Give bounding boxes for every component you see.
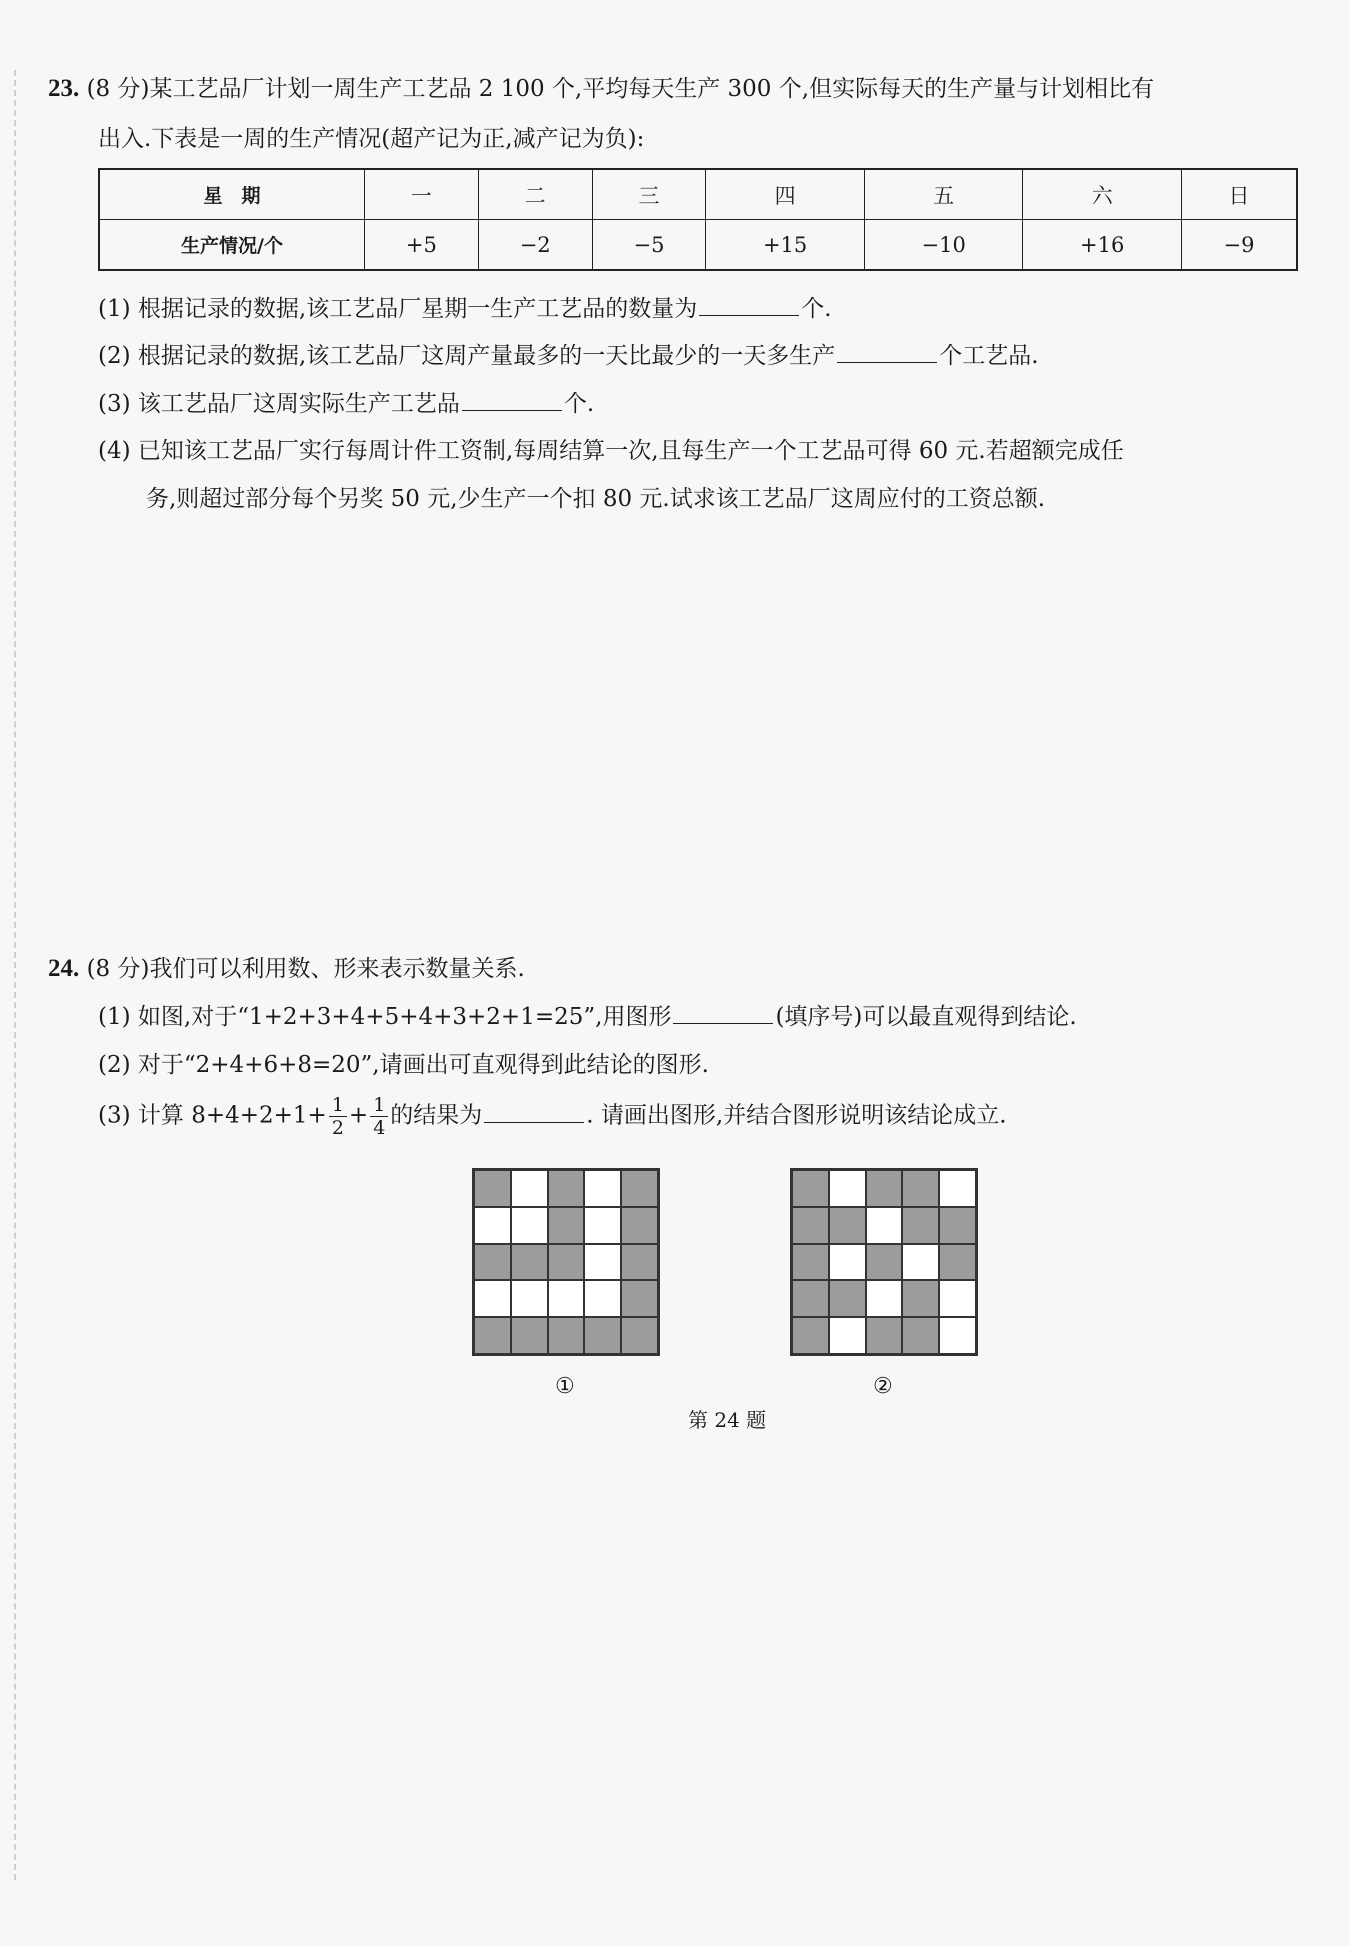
figure-caption: 第 24 题: [688, 1408, 767, 1432]
shaded-grid-cell: [939, 1244, 976, 1281]
blank-grid-cell: [584, 1244, 621, 1281]
blank-grid-cell: [474, 1207, 511, 1244]
shaded-grid-cell: [548, 1317, 585, 1354]
shaded-grid-cell: [939, 1207, 976, 1244]
q24-part3-expression: (3) 计算 8+4+2+1+: [98, 1102, 327, 1129]
table-cell-value: +16: [1023, 220, 1182, 271]
table-header-weekday: 星 期: [99, 169, 365, 220]
shaded-grid-cell: [621, 1244, 658, 1281]
q23-part3-answer-blank[interactable]: [462, 388, 562, 411]
shaded-grid-cell: [902, 1317, 939, 1354]
q24-intro-text: (8 分)我们可以利用数、形来表示数量关系.: [86, 956, 525, 982]
blank-grid-cell: [584, 1170, 621, 1207]
blank-grid-cell: [511, 1280, 548, 1317]
table-cell-day: 日: [1181, 169, 1297, 220]
shaded-grid-cell: [474, 1170, 511, 1207]
q24-part3: [98, 1094, 1007, 1139]
q23-part1-answer-blank[interactable]: [699, 293, 799, 316]
blank-grid-cell: [511, 1170, 548, 1207]
q23-part4-line1: (4) 已知该工艺品厂实行每周计件工资制,每周结算一次,且每生产一个工艺品可得 60 元.若超额完成任: [98, 438, 1124, 464]
blank-grid-cell: [584, 1207, 621, 1244]
shaded-grid-cell: [829, 1207, 866, 1244]
q24-part1: [98, 998, 1077, 1031]
table-cell-value: −2: [478, 220, 592, 271]
table-cell-value: +15: [706, 220, 865, 271]
q24-part3-text: 的结果为: [390, 1102, 483, 1129]
fraction-one-quarter: [370, 1094, 388, 1139]
plus-sign: +: [348, 1102, 369, 1129]
table-cell-day: 六: [1023, 169, 1182, 220]
blank-grid-cell: [902, 1244, 939, 1281]
shaded-grid-cell: [792, 1280, 829, 1317]
figure-1-grid: [472, 1168, 660, 1356]
fraction-denominator: 2: [331, 1117, 344, 1139]
q23-part1: [98, 290, 832, 323]
q23-intro-text: (8 分)某工艺品厂计划一周生产工艺品 2 100 个,平均每天生产 300 个,但实际每天的生产量与计划相比有: [86, 76, 1155, 102]
shaded-grid-cell: [548, 1207, 585, 1244]
shaded-grid-cell: [584, 1317, 621, 1354]
q23-part3: [98, 385, 594, 418]
fraction-denominator: 4: [373, 1117, 386, 1139]
shaded-grid-cell: [474, 1317, 511, 1354]
table-cell-value: +5: [365, 220, 479, 271]
shaded-grid-cell: [829, 1280, 866, 1317]
shaded-grid-cell: [866, 1317, 903, 1354]
table-cell-value: −10: [864, 220, 1023, 271]
shaded-grid-cell: [621, 1207, 658, 1244]
shaded-grid-cell: [474, 1244, 511, 1281]
shaded-grid-cell: [621, 1170, 658, 1207]
table-cell-day: 五: [864, 169, 1023, 220]
binding-margin-line: [14, 70, 16, 1880]
blank-grid-cell: [829, 1244, 866, 1281]
blank-grid-cell: [939, 1280, 976, 1317]
q24-part3-answer-blank[interactable]: [484, 1100, 584, 1123]
q23-intro-line1: [48, 70, 1154, 103]
q24-part3-instruction: . 请画出图形,并结合图形说明该结论成立.: [586, 1102, 1007, 1129]
figure-2-grid: [790, 1168, 978, 1356]
fraction-numerator: 1: [329, 1094, 347, 1117]
shaded-grid-cell: [792, 1244, 829, 1281]
q24-number: 24.: [48, 955, 80, 982]
q23-part3-text: (3) 该工艺品厂这周实际生产工艺品: [98, 391, 460, 417]
table-header-production: 生产情况/个: [99, 220, 365, 271]
shaded-grid-cell: [902, 1280, 939, 1317]
shaded-grid-cell: [621, 1280, 658, 1317]
table-cell-value: −9: [1181, 220, 1297, 271]
q23-part4-line2: 务,则超过部分每个另奖 50 元,少生产一个扣 80 元.试求该工艺品厂这周应付的工资总额.: [146, 486, 1046, 512]
q23-part2-unit: 个工艺品.: [939, 343, 1039, 369]
q23-number: 23.: [48, 75, 80, 102]
shaded-grid-cell: [866, 1170, 903, 1207]
shaded-grid-cell: [511, 1317, 548, 1354]
blank-grid-cell: [829, 1170, 866, 1207]
q24-part1-suffix: (填序号)可以最直观得到结论.: [775, 1004, 1077, 1030]
q23-part2-answer-blank[interactable]: [837, 340, 937, 363]
table-cell-day: 二: [478, 169, 592, 220]
figure-1-label: ①: [555, 1374, 575, 1399]
table-row-values: [99, 220, 1297, 271]
shaded-grid-cell: [866, 1244, 903, 1281]
blank-grid-cell: [939, 1170, 976, 1207]
q23-part3-unit: 个.: [563, 391, 595, 417]
production-table: [98, 168, 1298, 271]
q23-intro-line2: 出入.下表是一周的生产情况(超产记为正,减产记为负):: [98, 126, 645, 152]
shaded-grid-cell: [792, 1207, 829, 1244]
shaded-grid-cell: [548, 1170, 585, 1207]
figure-2-label: ②: [873, 1374, 893, 1399]
table-cell-day: 三: [592, 169, 706, 220]
q24-part2: (2) 对于“2+4+6+8=20”,请画出可直观得到此结论的图形.: [98, 1052, 709, 1078]
blank-grid-cell: [939, 1317, 976, 1354]
fraction-numerator: 1: [370, 1094, 388, 1117]
blank-grid-cell: [866, 1207, 903, 1244]
q23-part2: [98, 337, 1039, 370]
q24-part1-answer-blank[interactable]: [673, 1001, 773, 1024]
q23-part1-unit: 个.: [801, 296, 832, 322]
shaded-grid-cell: [511, 1244, 548, 1281]
q24-part1-text: (1) 如图,对于“1+2+3+4+5+4+3+2+1=25”,用图形: [98, 1004, 672, 1030]
shaded-grid-cell: [548, 1244, 585, 1281]
q23-part1-text: (1) 根据记录的数据,该工艺品厂星期一生产工艺品的数量为: [98, 296, 698, 322]
table-cell-day: 四: [706, 169, 865, 220]
fraction-one-half: [329, 1094, 347, 1139]
blank-grid-cell: [511, 1207, 548, 1244]
table-cell-day: 一: [365, 169, 479, 220]
shaded-grid-cell: [902, 1207, 939, 1244]
shaded-grid-cell: [792, 1317, 829, 1354]
blank-grid-cell: [548, 1280, 585, 1317]
blank-grid-cell: [866, 1280, 903, 1317]
blank-grid-cell: [584, 1280, 621, 1317]
q23-part2-text: (2) 根据记录的数据,该工艺品厂这周产量最多的一天比最少的一天多生产: [98, 343, 836, 369]
shaded-grid-cell: [792, 1170, 829, 1207]
shaded-grid-cell: [621, 1317, 658, 1354]
blank-grid-cell: [474, 1280, 511, 1317]
shaded-grid-cell: [902, 1170, 939, 1207]
q24-intro: [48, 950, 525, 983]
blank-grid-cell: [829, 1317, 866, 1354]
table-cell-value: −5: [592, 220, 706, 271]
table-row-days: [99, 169, 1297, 220]
